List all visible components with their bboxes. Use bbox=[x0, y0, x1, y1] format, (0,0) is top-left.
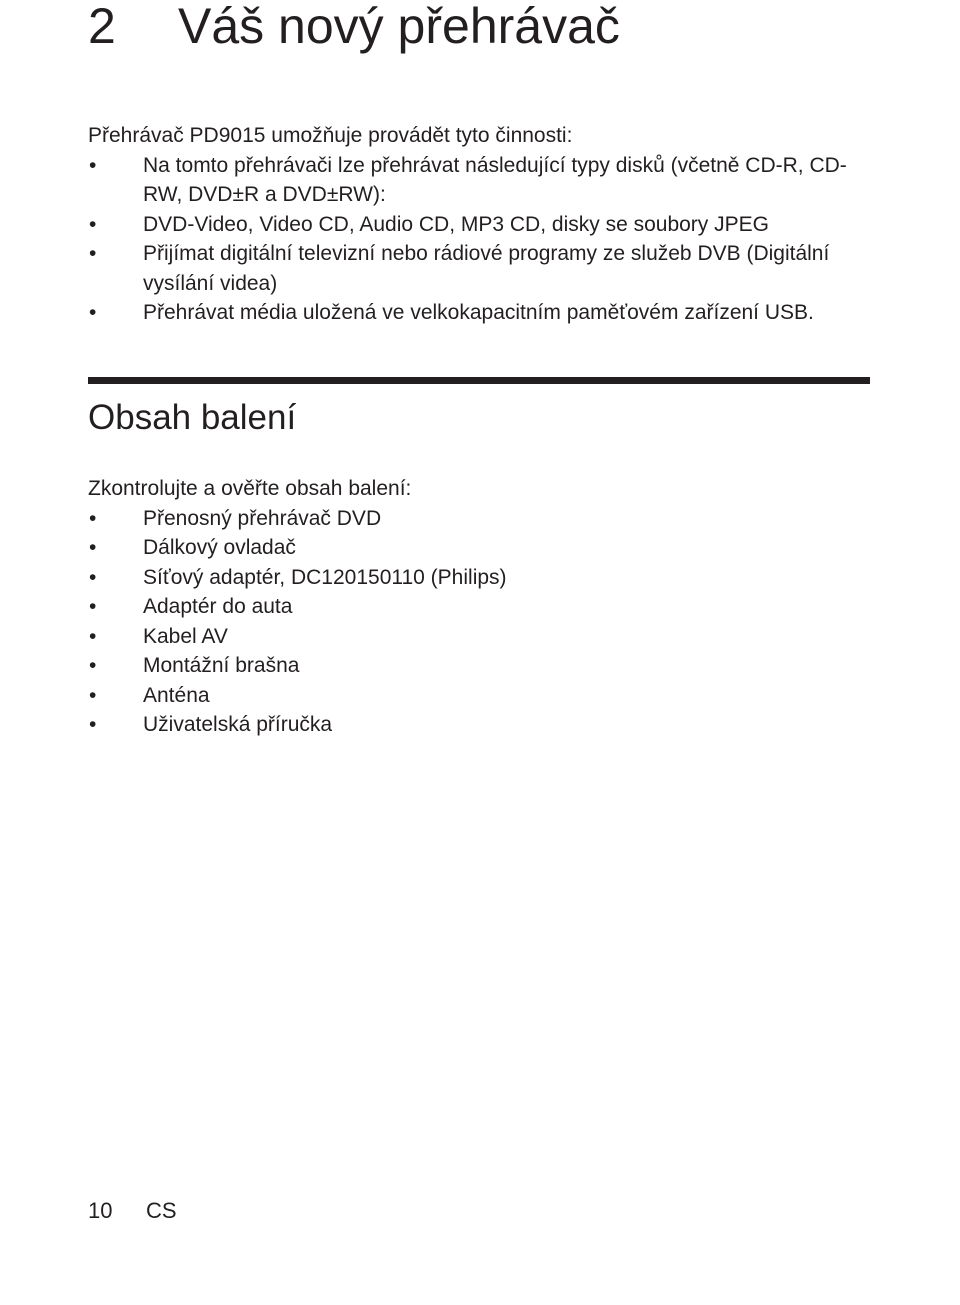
bullet-icon: • bbox=[89, 536, 97, 559]
package-item-text: Anténa bbox=[143, 683, 210, 707]
list-item bbox=[88, 298, 878, 328]
bullet-icon: • bbox=[89, 153, 97, 177]
bullet-icon: • bbox=[89, 595, 97, 618]
bullet-icon: • bbox=[89, 301, 97, 324]
chapter-title bbox=[88, 0, 620, 54]
package-lead: Zkontrolujte a ověřte obsah balení: bbox=[88, 477, 412, 500]
feature-text: DVD-Video, Video CD, Audio CD, MP3 CD, disky se soubory JPEG bbox=[143, 212, 769, 236]
list-item bbox=[88, 239, 878, 298]
feature-text: Na tomto přehrávači lze přehrávat následující typy disků (včetně CD-R, CD-RW, DVD±R a DVD±RW): bbox=[143, 153, 847, 206]
bullet-icon: • bbox=[89, 654, 97, 677]
bullet-icon: • bbox=[89, 624, 97, 648]
list-item bbox=[88, 563, 878, 593]
list-item bbox=[88, 533, 878, 563]
package-item-text: Adaptér do auta bbox=[143, 595, 293, 618]
list-item bbox=[88, 651, 878, 681]
package-item-text: Přenosný přehrávač DVD bbox=[143, 506, 382, 530]
bullet-icon: • bbox=[89, 713, 97, 736]
language-code: CS bbox=[146, 1198, 177, 1223]
feature-text: Přijímat digitální televizní nebo rádiové programy ze služeb DVB (Digitální vysílání videa) bbox=[143, 242, 830, 295]
bullet-icon: • bbox=[89, 212, 97, 236]
page-number: 10 bbox=[88, 1198, 113, 1223]
feature-text: Přehrávat média uložená ve velkokapacitním paměťovém zařízení USB. bbox=[143, 301, 814, 324]
intro-section bbox=[88, 121, 878, 328]
package-item-text: Dálkový ovladač bbox=[143, 536, 296, 559]
list-item bbox=[88, 622, 878, 652]
intro-lead: Přehrávač PD9015 umožňuje provádět tyto činnosti: bbox=[88, 124, 573, 147]
list-item bbox=[88, 151, 878, 210]
package-item-text: Uživatelská příručka bbox=[143, 713, 333, 736]
chapter-title-text: Váš nový přehrávač bbox=[178, 0, 620, 54]
list-item bbox=[88, 710, 878, 740]
list-item bbox=[88, 504, 878, 534]
chapter-number: 2 bbox=[88, 0, 116, 54]
bullet-icon: • bbox=[89, 242, 97, 265]
bullet-icon: • bbox=[89, 565, 97, 589]
list-item bbox=[88, 592, 878, 622]
list-item bbox=[88, 210, 878, 240]
page-footer bbox=[88, 1196, 177, 1226]
list-item bbox=[88, 681, 878, 711]
package-item-text: Montážní brašna bbox=[143, 654, 300, 677]
package-item-text: Kabel AV bbox=[143, 624, 228, 648]
section-divider bbox=[88, 377, 870, 384]
feature-list bbox=[88, 151, 878, 328]
package-item-text: Síťový adaptér, DC120150110 (Philips) bbox=[143, 565, 507, 589]
bullet-icon: • bbox=[89, 683, 97, 707]
bullet-icon: • bbox=[89, 506, 97, 530]
package-list bbox=[88, 504, 878, 740]
package-contents-section bbox=[88, 474, 878, 740]
section-heading: Obsah balení bbox=[88, 398, 297, 437]
